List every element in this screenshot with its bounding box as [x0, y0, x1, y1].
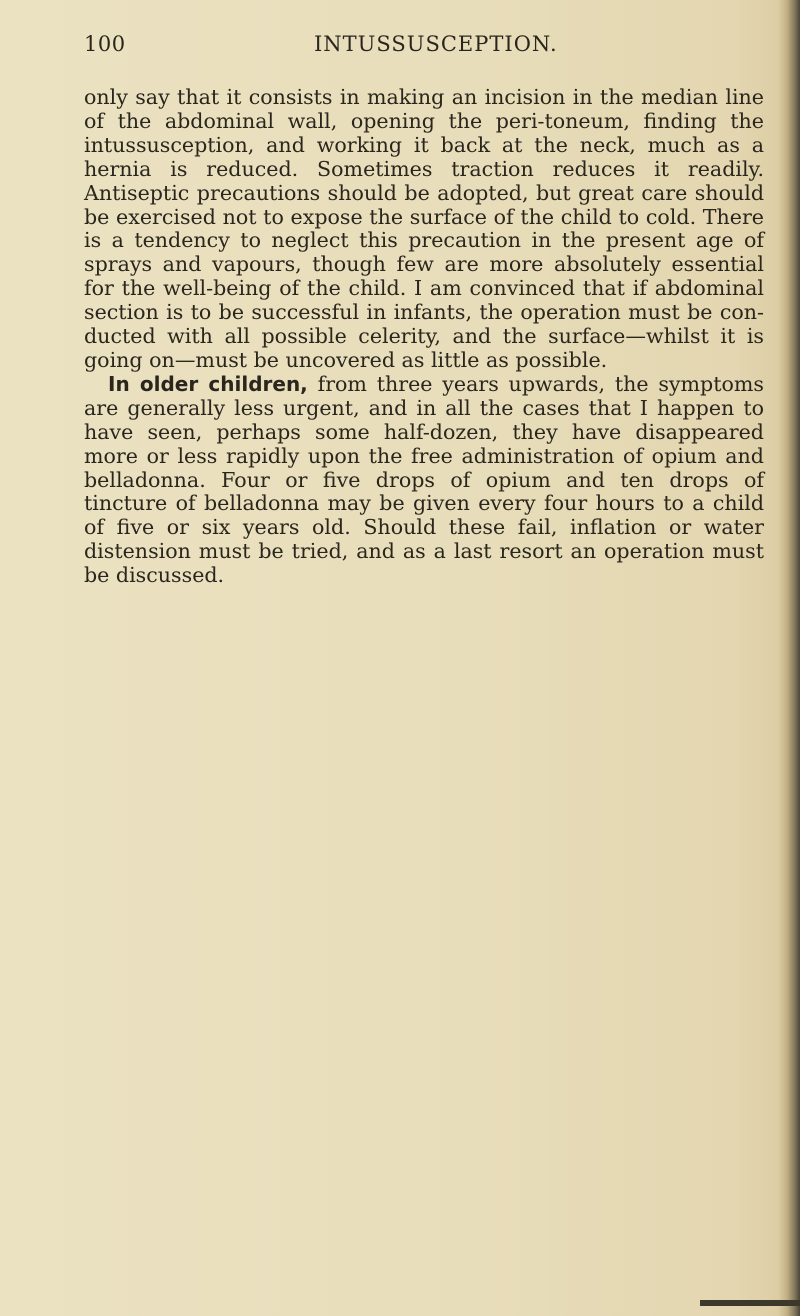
paragraph-older-children	[84, 373, 764, 588]
running-title: INTUSSUSCEPTION.	[314, 32, 558, 56]
page-binding-edge	[778, 0, 800, 1316]
paragraph-lead-phrase: In older children,	[108, 371, 308, 396]
paragraph-body: from three years upwards, the symptoms are generally less urgent, and in all the cases that I happen to have seen, perhaps some half-dozen, they have disappeared more or less rapidly upon the free administration of opium and belladonna. Four or five drops of opium and ten drops of tincture of belladonna may be given every four hours to a child of five or six years old. Should these fail, inflation or water distension must be tried, and as a last resort an operation must be discussed.	[84, 371, 764, 588]
running-head	[84, 32, 764, 62]
bottom-edge-rule	[700, 1300, 800, 1306]
paragraph-continued: only say that it consists in making an incision in the median line of the abdominal wall, opening the peri-toneum, finding the intussusception, and working it back at the neck, much as a hernia is reduced. Sometimes traction reduces it readily. Antiseptic precautions should be adopted, but great care should be exercised not to expose the surface of the child to cold. There is a tendency to neglect this precaution in the present age of sprays and vapours, though few are more absolutely essential for the well-being of the child. I am convinced that if abdominal section is to be successful in infants, the operation must be con-ducted with all possible celerity, and the surface—whilst it is going on—must be uncovered as little as possible.	[84, 85, 764, 372]
page-number: 100	[84, 32, 126, 56]
body-text	[84, 86, 764, 588]
